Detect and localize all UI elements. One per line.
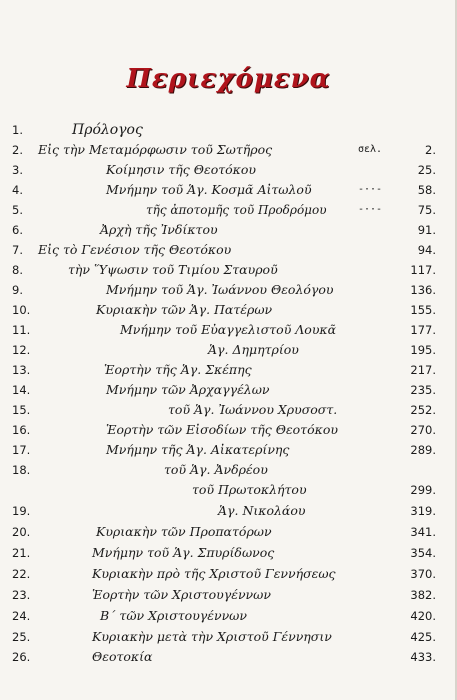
item-number: 16. <box>12 423 31 437</box>
list-item <box>0 181 457 199</box>
list-item <box>0 361 457 379</box>
item-title: Μνήμην τοῦ Ἁγ. Σπυρίδωνος <box>92 545 275 560</box>
list-item <box>0 544 457 562</box>
item-page: 75. <box>417 203 436 217</box>
list-item <box>0 161 457 179</box>
item-title: τὴν Ὕψωσιν τοῦ Τιμίου Σταυροῦ <box>68 262 278 277</box>
item-page: 2. <box>425 143 436 157</box>
item-ditto: -··- <box>358 204 383 215</box>
item-page: 136. <box>410 283 436 297</box>
list-item <box>0 607 457 625</box>
list-item <box>0 321 457 339</box>
item-title: Εἰς τὴν Μεταμόρφωσιν τοῦ Σωτῆρος <box>38 142 273 157</box>
item-number: 5. <box>12 203 23 217</box>
item-ditto: -··- <box>358 184 383 195</box>
item-number: 9. <box>12 283 23 297</box>
item-title: Μνήμην τοῦ Ἁγ. Ἰωάννου Θεολόγου <box>106 282 334 297</box>
item-number: 23. <box>12 588 31 602</box>
item-title: τοῦ Πρωτοκλήτου <box>192 482 307 497</box>
item-page: 420. <box>410 609 436 623</box>
item-number: 17. <box>12 443 31 457</box>
item-title: Κοίμησιν τῆς Θεοτόκου <box>106 162 257 177</box>
item-page: 195. <box>410 343 436 357</box>
list-item <box>0 523 457 541</box>
list-item <box>0 648 457 666</box>
list-item <box>0 421 457 439</box>
item-page: 299. <box>410 483 436 497</box>
item-title: Πρόλογος <box>72 122 143 138</box>
item-number: 8. <box>12 263 23 277</box>
item-page: 289. <box>410 443 436 457</box>
list-item <box>0 301 457 319</box>
item-title: Ἁγ. Δημητρίου <box>208 342 299 357</box>
item-title: Κυριακὴν μετὰ τὴν Χριστοῦ Γέννησιν <box>92 629 332 644</box>
item-title: Κυριακὴν πρὸ τῆς Χριστοῦ Γεννήσεως <box>92 566 336 581</box>
item-page: 354. <box>410 546 436 560</box>
item-title: τοῦ Ἁγ. Ἀνδρέου <box>164 462 268 477</box>
item-title: Ἁγ. Νικολάου <box>218 503 306 518</box>
item-number: 20. <box>12 525 31 539</box>
item-page: 319. <box>410 504 436 518</box>
item-title: Ἑορτὴν τῆς Ἁγ. Σκέπης <box>104 362 252 377</box>
item-page: 58. <box>417 183 436 197</box>
item-number: 21. <box>12 546 31 560</box>
list-item <box>0 221 457 239</box>
list-item <box>0 201 457 219</box>
item-page: 370. <box>410 567 436 581</box>
list-item <box>0 381 457 399</box>
item-title: Ἀρχὴ τῆς Ἰνδίκτου <box>100 222 218 237</box>
list-item <box>0 281 457 299</box>
item-title: Μνήμην τῆς Ἁγ. Αἰκατερίνης <box>106 442 290 457</box>
item-title: Μνήμην τοῦ Ἁγ. Κοσμᾶ Αἰτωλοῦ <box>106 182 312 197</box>
list-item <box>0 341 457 359</box>
item-title: Ἑορτὴν τῶν Χριστουγέννων <box>92 587 271 602</box>
list-item <box>0 261 457 279</box>
item-page: 94. <box>417 243 436 257</box>
item-number: 24. <box>12 609 31 623</box>
item-title: Μνήμην τοῦ Εὐαγγελιστοῦ Λουκᾶ <box>120 322 337 337</box>
item-number: 7. <box>12 243 23 257</box>
item-page: 25. <box>417 163 436 177</box>
item-number: 2. <box>12 143 23 157</box>
list-item <box>0 121 457 139</box>
list-item <box>0 502 457 520</box>
item-title: Κυριακὴν τῶν Προπατόρων <box>96 524 272 539</box>
item-number: 19. <box>12 504 31 518</box>
item-number: 15. <box>12 403 31 417</box>
item-title: Κυριακὴν τῶν Ἁγ. Πατέρων <box>96 302 273 317</box>
item-title: τοῦ Ἁγ. Ἰωάννου Χρυσοστ. <box>168 402 338 417</box>
item-number: 10. <box>12 303 31 317</box>
list-item <box>0 441 457 459</box>
item-title: τῆς ἀποτομῆς τοῦ Προδρόμου <box>146 203 327 217</box>
item-number: 3. <box>12 163 23 177</box>
list-item <box>0 141 457 159</box>
item-page: 235. <box>410 383 436 397</box>
item-number: 22. <box>12 567 31 581</box>
list-item <box>0 481 457 499</box>
list-item <box>0 401 457 419</box>
item-title: Εἰς τὸ Γενέσιον τῆς Θεοτόκου <box>38 242 232 257</box>
item-number: 25. <box>12 630 31 644</box>
item-title: Β´ τῶν Χριστουγέννων <box>100 608 247 623</box>
item-page: 382. <box>410 588 436 602</box>
item-number: 14. <box>12 383 31 397</box>
item-page: 117. <box>410 263 436 277</box>
page-title: Περιεχόμενα <box>126 64 331 94</box>
list-item <box>0 586 457 604</box>
item-page: 270. <box>410 423 436 437</box>
item-number: 18. <box>12 463 31 477</box>
item-page: 341. <box>410 525 436 539</box>
item-number: 11. <box>12 323 31 337</box>
list-item <box>0 628 457 646</box>
item-title: Θεοτοκία <box>92 649 153 664</box>
item-page: 433. <box>410 650 436 664</box>
item-page: 91. <box>417 223 436 237</box>
list-item <box>0 461 457 479</box>
list-item <box>0 565 457 583</box>
item-ditto: σελ. <box>358 144 383 155</box>
item-page: 217. <box>410 363 436 377</box>
item-page: 155. <box>410 303 436 317</box>
item-number: 1. <box>12 123 23 137</box>
item-page: 177. <box>410 323 436 337</box>
item-title: Ἑορτὴν τῶν Εἰσοδίων τῆς Θεοτόκου <box>106 422 338 437</box>
item-page: 425. <box>410 630 436 644</box>
item-number: 12. <box>12 343 31 357</box>
item-title: Μνήμην τῶν Ἀρχαγγέλων <box>106 382 270 397</box>
item-number: 4. <box>12 183 23 197</box>
item-number: 26. <box>12 650 31 664</box>
item-number: 6. <box>12 223 23 237</box>
item-page: 252. <box>410 403 436 417</box>
item-number: 13. <box>12 363 31 377</box>
list-item <box>0 241 457 259</box>
